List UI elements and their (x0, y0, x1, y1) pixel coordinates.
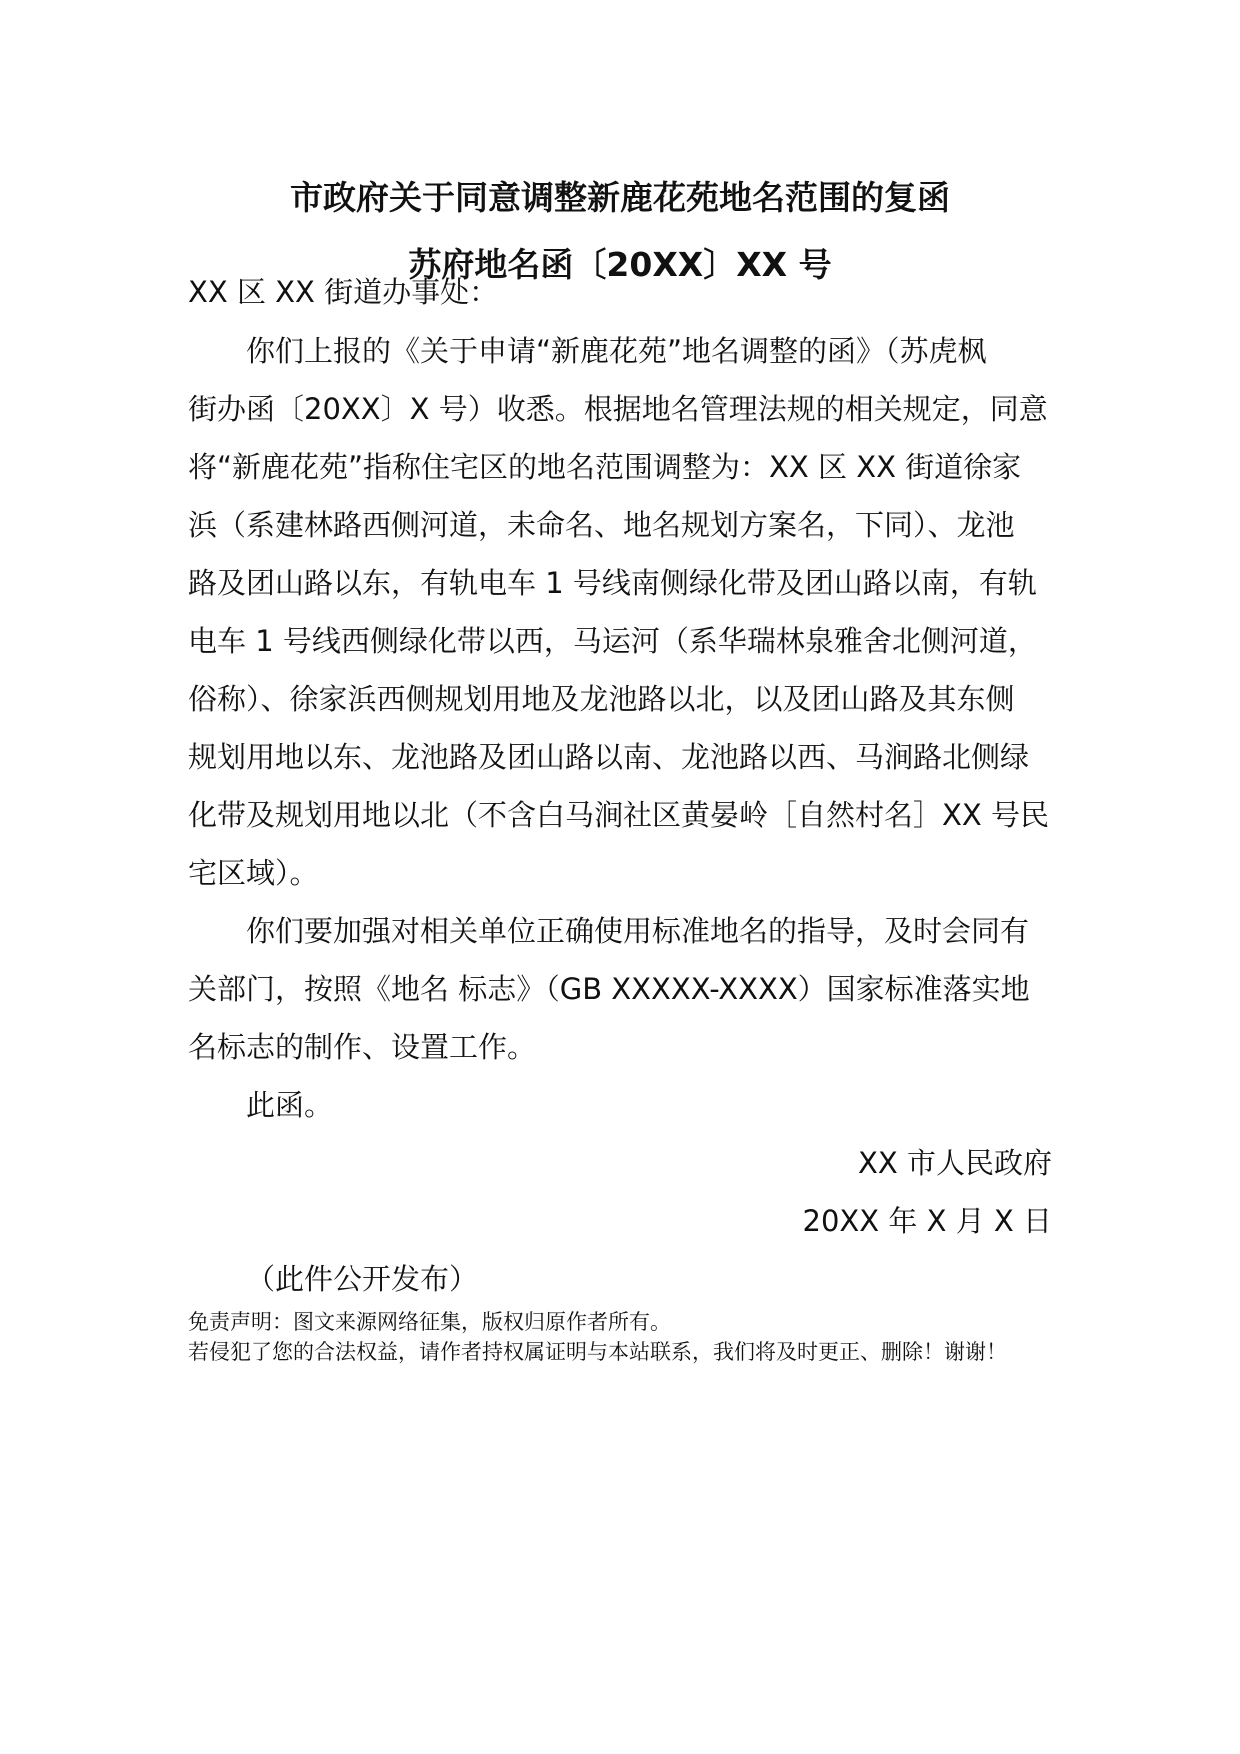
document-title: 市政府关于同意调整新鹿花苑地名范围的复函 (290, 178, 950, 217)
paragraph1-line: 路及团山路以东，有轨电车 1 号线南侧绿化带及团山路以南，有轨 (188, 566, 1037, 600)
paragraph1-line: 浜（系建林路西侧河道，未命名、地名规划方案名，下同）、龙池 (188, 508, 1015, 542)
paragraph1-line: 化带及规划用地以北（不含白马涧社区黄晏岭［自然村名］XX 号民 (188, 798, 1049, 832)
signature: XX 市人民政府 (858, 1146, 1052, 1180)
document-number: 苏府地名函〔20XX〕XX 号 (408, 245, 832, 284)
paragraph1-line: 俗称）、徐家浜西侧规划用地及龙池路以北，以及团山路及其东侧 (188, 682, 1015, 716)
paragraph1-line: 街办函〔20XX〕X 号）收悉。根据地名管理法规的相关规定，同意 (188, 392, 1048, 426)
paragraph2-line: 你们要加强对相关单位正确使用标准地名的指导，及时会同有 (246, 914, 1030, 948)
paragraph1-line: 电车 1 号线西侧绿化带以西，马运河（系华瑞林泉雅舍北侧河道， (188, 624, 1037, 658)
paragraph1-line: 宅区域）。 (188, 856, 319, 890)
paragraph2-line: 名标志的制作、设置工作。 (188, 1030, 537, 1064)
paragraph1-line: 将“新鹿花苑”指称住宅区的地名范围调整为：XX 区 XX 街道徐家 (188, 450, 1022, 484)
issue-date: 20XX 年 X 月 X 日 (802, 1204, 1052, 1238)
paragraph1-line: 你们上报的《关于申请“新鹿花苑”地名调整的函》（苏虎枫 (246, 334, 987, 368)
disclaimer-line: 免责声明：图文来源网络征集，版权归原作者所有。 (188, 1310, 671, 1334)
addressee: XX 区 XX 街道办事处： (188, 275, 499, 309)
paragraph2-line: 关部门，按照《地名 标志》（GB XXXXX-XXXX）国家标准落实地 (188, 972, 1030, 1006)
publication-note: （此件公开发布） (246, 1262, 479, 1296)
disclaimer-line: 若侵犯了您的合法权益，请作者持权属证明与本站联系，我们将及时更正、删除！谢谢！ (188, 1340, 1007, 1364)
paragraph1-line: 规划用地以东、龙池路及团山路以南、龙池路以西、马涧路北侧绿 (188, 740, 1030, 774)
closing-phrase: 此函。 (246, 1088, 334, 1122)
